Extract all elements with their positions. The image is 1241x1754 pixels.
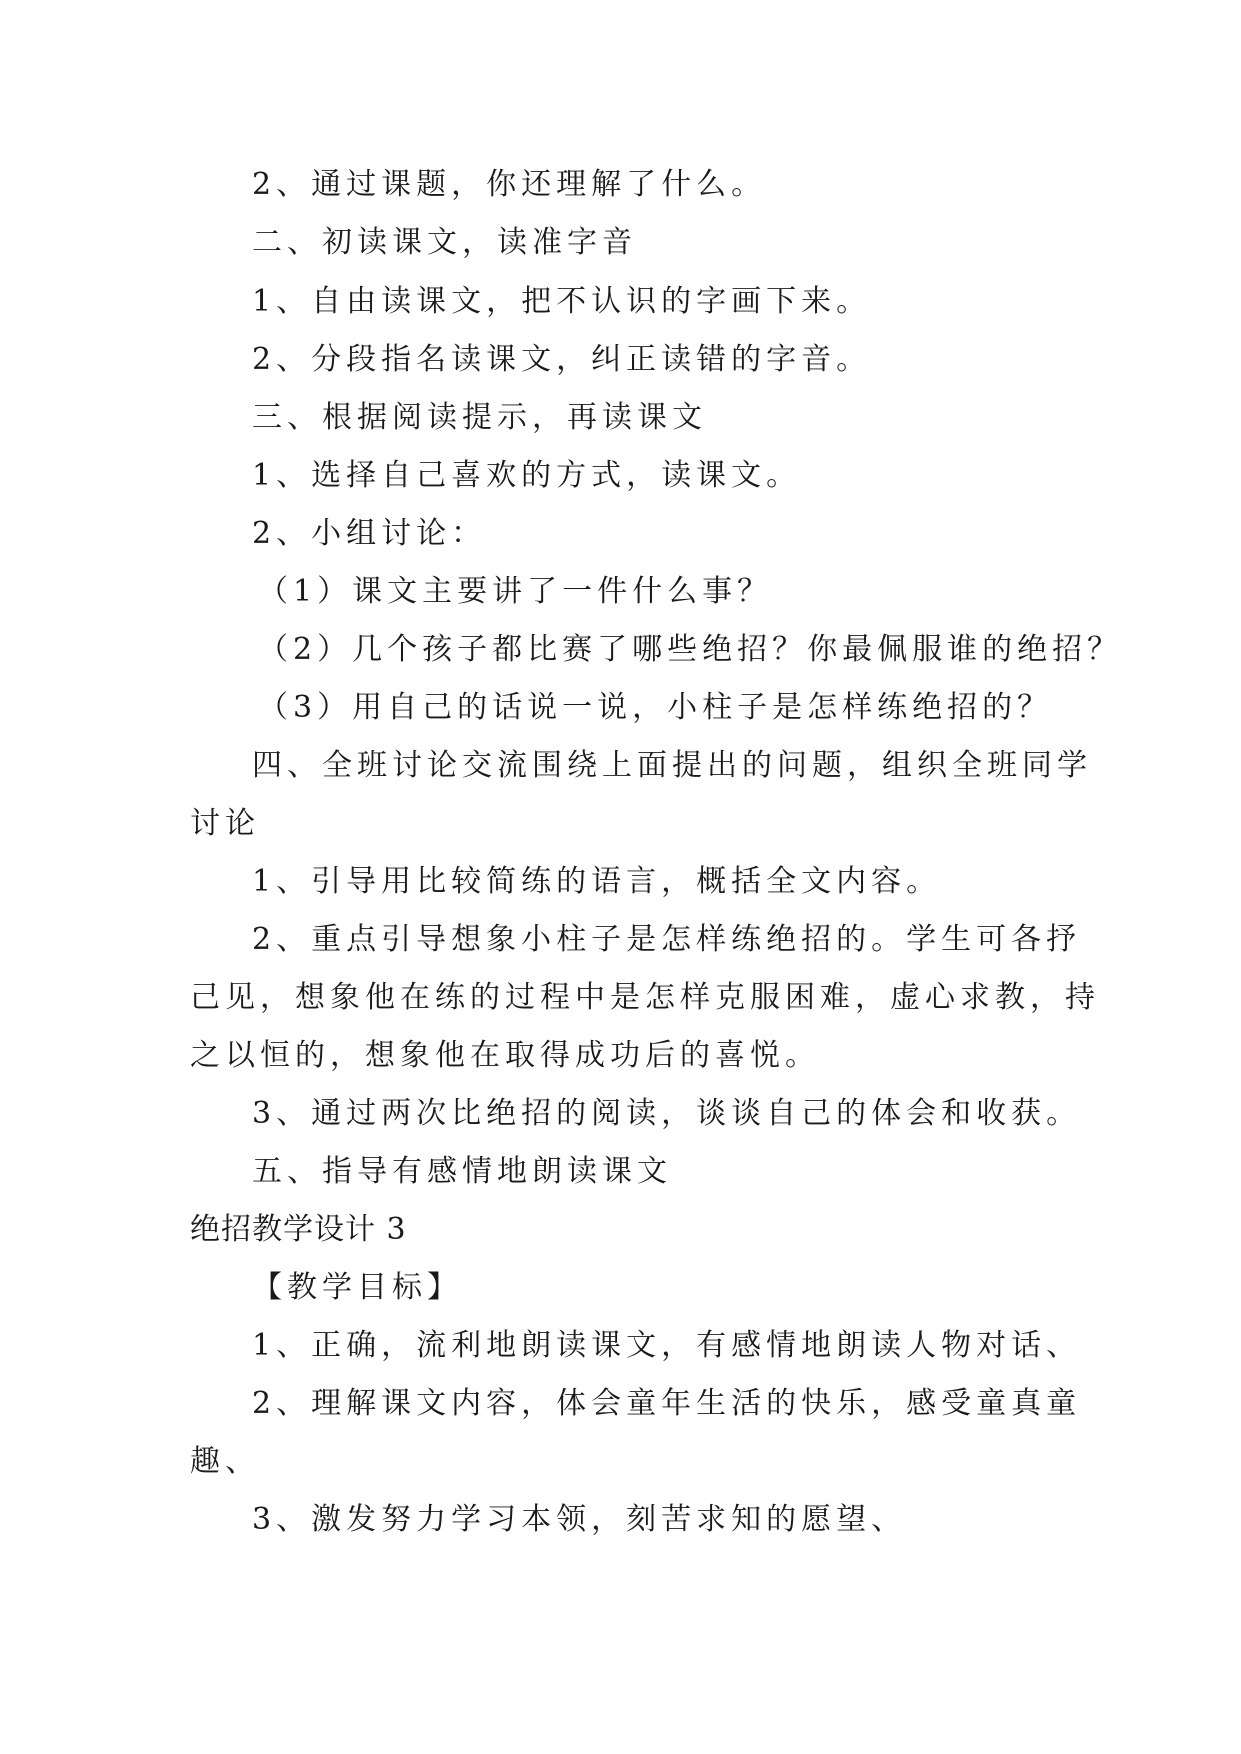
text-line: 1、自由读课文，把不认识的字画下来。: [252, 284, 872, 319]
text-line: 1、引导用比较简练的语言，概括全文内容。: [252, 864, 942, 899]
section-heading: 【教学目标】: [252, 1270, 462, 1305]
document-title: 绝招教学设计 3: [190, 1212, 407, 1247]
text-line: 之以恒的，想象他在取得成功后的喜悦。: [190, 1038, 820, 1073]
text-line: 讨论: [190, 806, 260, 841]
text-line: 己见，想象他在练的过程中是怎样克服困难，虚心求教，持: [190, 980, 1100, 1015]
text-line: （2）几个孩子都比赛了哪些绝招？你最佩服谁的绝招？: [258, 632, 1123, 667]
text-line: 2、理解课文内容，体会童年生活的快乐，感受童真童: [252, 1386, 1082, 1421]
text-line: 2、小组讨论：: [252, 516, 487, 551]
text-line: （3）用自己的话说一说，小柱子是怎样练绝招的？: [258, 690, 1053, 725]
text-line: 1、正确，流利地朗读课文，有感情地朗读人物对话、: [252, 1328, 1082, 1363]
text-line: 3、通过两次比绝招的阅读，谈谈自己的体会和收获。: [252, 1096, 1082, 1131]
text-line: 1、选择自己喜欢的方式，读课文。: [252, 458, 802, 493]
text-line: 趣、: [190, 1444, 260, 1479]
text-line: （1）课文主要讲了一件什么事？: [258, 574, 773, 609]
section-heading: 三、根据阅读提示，再读课文: [252, 400, 707, 435]
text-line: 2、分段指名读课文，纠正读错的字音。: [252, 342, 872, 377]
section-heading: 二、初读课文，读准字音: [252, 225, 637, 260]
text-line: 3、激发努力学习本领，刻苦求知的愿望、: [252, 1502, 907, 1537]
section-heading: 五、指导有感情地朗读课文: [252, 1154, 672, 1189]
text-line: 2、通过课题，你还理解了什么。: [252, 167, 767, 202]
text-line: 2、重点引导想象小柱子是怎样练绝招的。学生可各抒: [252, 922, 1082, 957]
section-heading: 四、全班讨论交流围绕上面提出的问题，组织全班同学: [252, 748, 1092, 783]
